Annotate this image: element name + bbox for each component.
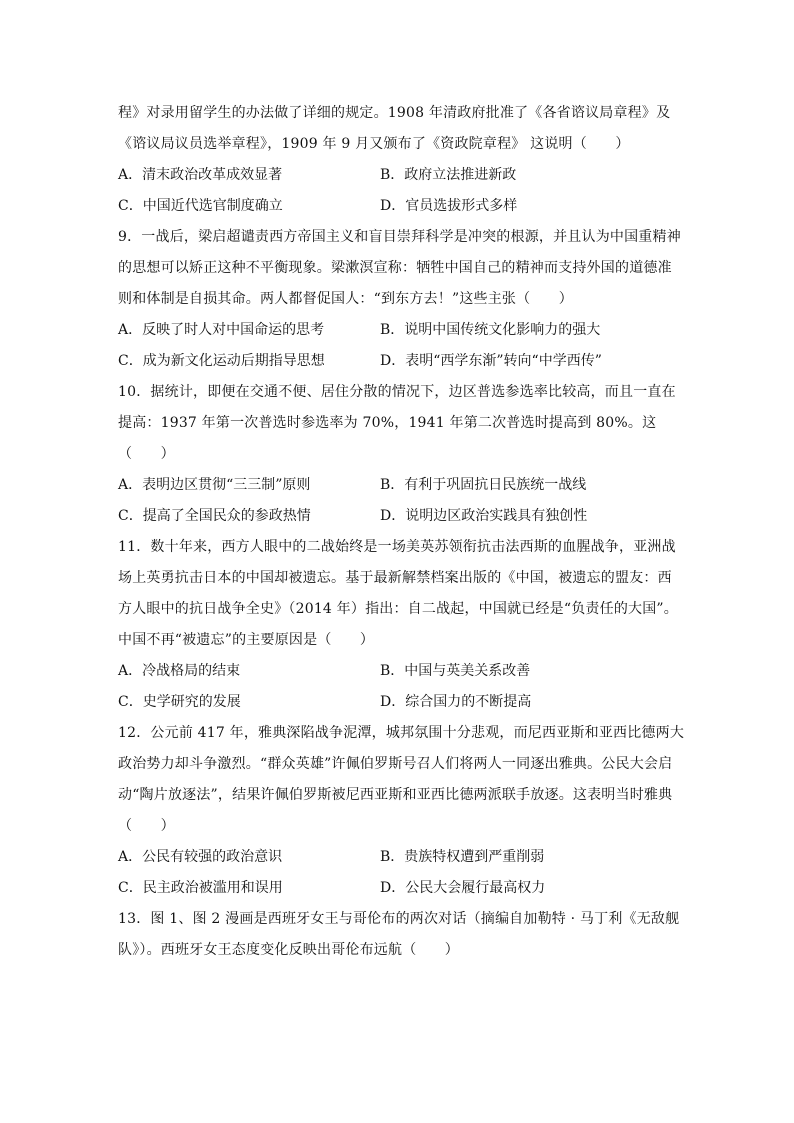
options-row	[118, 191, 678, 222]
option-d: D．公民大会履行最高权力	[380, 880, 546, 896]
question-text-line: 中国不再“被遗忘”的主要原因是（ ）	[118, 632, 375, 648]
question-11	[118, 532, 678, 718]
option-d: D．官员选拔形式多样	[380, 198, 518, 214]
options-row	[118, 315, 678, 346]
question-text-line: 9．一战后，梁启超谴责西方帝国主义和盲目崇拜科学是冲突的根源，并且认为中国重精神	[118, 229, 681, 245]
question-text-line: 则和体制是自损其命。两人都督促国人：“到东方去！”这些主张（ ）	[118, 291, 573, 307]
question-text-line: 政治势力却斗争激烈。“群众英雄”许佩伯罗斯号召人们将两人一同逐出雅典。公民大会启	[118, 756, 673, 772]
question-text-line: 《谘议局议员选举章程》，1909 年 9 月又颁布了《资政院章程》 这说明（ ）	[118, 136, 630, 152]
question-10	[118, 377, 678, 532]
question-text-line: 13．图 1、图 2 漫画是西班牙女王与哥伦布的两次对话（摘编自加勒特 · 马丁利《无敌舰	[118, 911, 680, 927]
options-row	[118, 656, 678, 687]
question-text-line: 提高：1937 年第一次普选时参选率为 70%，1941 年第二次普选时提高到 80%。这	[118, 415, 657, 431]
question-text-line: 11．数十年来，西方人眼中的二战始终是一场美英苏领衔抗击法西斯的血腥战争，亚洲战	[118, 539, 676, 555]
options-row	[118, 346, 678, 377]
option-a: A．清末政治改革成效显著	[118, 167, 283, 183]
question-text-line: 的思想可以矫正这种不平衡现象。梁漱溟宣称：牺牲中国自己的精神而支持外国的道德准	[118, 260, 672, 276]
option-a: A．反映了时人对中国命运的思考	[118, 322, 325, 338]
option-d: D．说明边区政治实践具有独创性	[380, 508, 588, 524]
question-text-line: 队》）。西班牙女王态度变化反映出哥伦布远航（ ）	[118, 942, 459, 958]
question-text-line: 10．据统计，即便在交通不便、居住分散的情况下，边区普选参选率比较高，而且一直在	[118, 384, 676, 400]
question-9	[118, 222, 681, 377]
options-row	[118, 873, 678, 904]
question-text-line: 动“陶片放逐法”，结果许佩伯罗斯被尼西亚斯和亚西比德两派联手放逐。这表明当时雅典	[118, 787, 673, 803]
options-row	[118, 470, 678, 501]
exam-content	[118, 98, 685, 966]
option-c: C．中国近代选官制度确立	[118, 198, 283, 214]
option-a: A．表明边区贯彻“三三制”原则	[118, 477, 311, 493]
question-text-line: （ ）	[118, 818, 175, 834]
option-d: D．综合国力的不断提高	[380, 694, 532, 710]
option-c: C．民主政治被滥用和误用	[118, 880, 283, 896]
question-13	[118, 904, 678, 966]
option-b: B．贵族特权遭到严重削弱	[380, 849, 545, 865]
option-b: B．中国与英美关系改善	[380, 663, 531, 679]
option-b: B．有利于巩固抗日民族统一战线	[380, 477, 587, 493]
question-text-line: （ ）	[118, 446, 175, 462]
options-row	[118, 160, 678, 191]
question-text-line: 程》对录用留学生的办法做了详细的规定。1908 年清政府批准了《各省谘议局章程》及	[118, 105, 671, 121]
question-12	[118, 718, 685, 904]
option-b: B．政府立法推进新政	[380, 167, 517, 183]
option-a: A．公民有较强的政治意识	[118, 849, 283, 865]
options-row	[118, 842, 678, 873]
option-c: C．史学研究的发展	[118, 694, 241, 710]
question-text-line: 12．公元前 417 年，雅典深陷战争泥潭，城邦氛围十分悲观，而尼西亚斯和亚西比德两大	[118, 725, 685, 741]
question-text-line: 方人眼中的抗日战争全史》（2014 年）指出：自二战起，中国就已经是“负责任的大国”。	[118, 601, 678, 617]
option-c: C．提高了全国民众的参政热情	[118, 508, 311, 524]
option-c: C．成为新文化运动后期指导思想	[118, 353, 325, 369]
question-text-line: 场上英勇抗击日本的中国却被遗忘。基于最新解禁档案出版的《中国，被遗忘的盟友：西	[118, 570, 672, 586]
option-a: A．冷战格局的结束	[118, 663, 241, 679]
question-8	[118, 98, 678, 222]
options-row	[118, 501, 678, 532]
options-row	[118, 687, 678, 718]
option-b: B．说明中国传统文化影响力的强大	[380, 322, 601, 338]
option-d: D．表明“西学东渐”转向“中学西传”	[380, 353, 602, 369]
